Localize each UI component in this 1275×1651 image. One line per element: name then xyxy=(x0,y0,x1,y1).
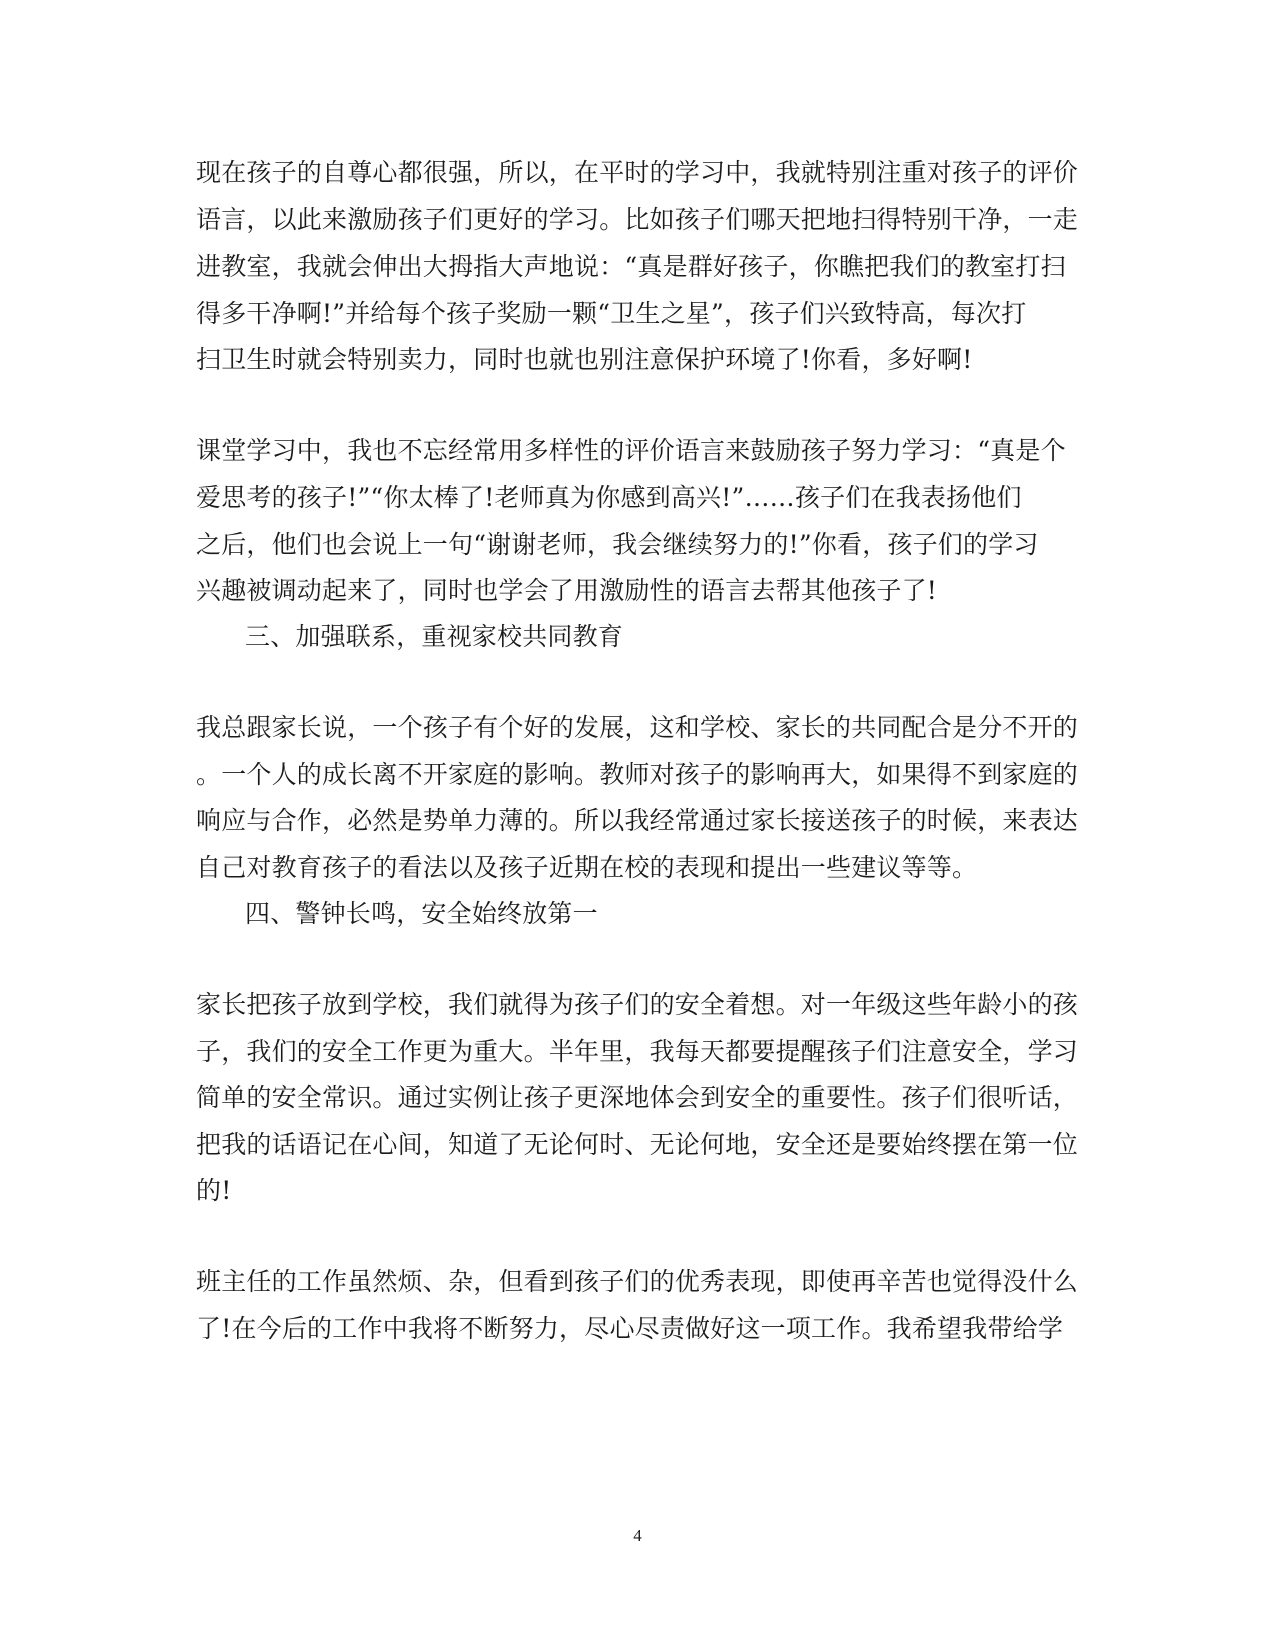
text-line: 班主任的工作虽然烦、杂，但看到孩子们的优秀表现，即使再辛苦也觉得没什么 xyxy=(196,1267,1079,1296)
text-line: 把我的话语记在心间，知道了无论何时、无论何地，安全还是要始终摆在第一位 xyxy=(196,1130,1079,1159)
text-line: 。一个人的成长离不开家庭的影响。教师对孩子的影响再大，如果得不到家庭的 xyxy=(196,760,1079,789)
text-line: 语言，以此来激励孩子们更好的学习。比如孩子们哪天把地扫得特别干净，一走 xyxy=(196,205,1079,234)
text-line: 自己对教育孩子的看法以及孩子近期在校的表现和提出一些建议等等。 xyxy=(196,853,978,882)
page-number: 4 xyxy=(633,1526,642,1545)
text-line: 了!在今后的工作中我将不断努力，尽心尽责做好这一项工作。我希望我带给学 xyxy=(196,1314,1064,1343)
text-line: 子，我们的安全工作更为重大。半年里，我每天都要提醒孩子们注意安全，学习 xyxy=(196,1037,1079,1066)
text-line: 之后，他们也会说上一句“谢谢老师，我会继续努力的!”你看，孩子们的学习 xyxy=(196,530,1039,559)
text-line: 简单的安全常识。通过实例让孩子更深地体会到安全的重要性。孩子们很听话， xyxy=(196,1083,1079,1112)
text-line: 扫卫生时就会特别卖力，同时也就也别注意保护环境了!你看，多好啊! xyxy=(196,345,973,374)
text-line: 家长把孩子放到学校，我们就得为孩子们的安全着想。对一年级这些年龄小的孩 xyxy=(196,990,1079,1019)
text-line: 我总跟家长说，一个孩子有个好的发展，这和学校、家长的共同配合是分不开的 xyxy=(196,713,1079,742)
text-line: 进教室，我就会伸出大拇指大声地说：“真是群好孩子，你瞧把我们的教室打扫 xyxy=(196,252,1066,281)
text-line: 的! xyxy=(196,1176,232,1205)
text-line: 兴趣被调动起来了，同时也学会了用激励性的语言去帮其他孩子了! xyxy=(196,576,938,605)
text-line: 响应与合作，必然是势单力薄的。所以我经常通过家长接送孩子的时候，来表达 xyxy=(196,806,1079,835)
text-line: 得多干净啊!”并给每个孩子奖励一颗“卫生之星”，孩子们兴致特高，每次打 xyxy=(196,299,1027,328)
section-heading: 四、警钟长鸣，安全始终放第一 xyxy=(245,899,598,928)
text-line: 课堂学习中，我也不忘经常用多样性的评价语言来鼓励孩子努力学习：“真是个 xyxy=(196,436,1066,465)
text-line: 现在孩子的自尊心都很强，所以，在平时的学习中，我就特别注重对孩子的评价 xyxy=(196,158,1079,187)
section-heading: 三、加强联系，重视家校共同教育 xyxy=(245,622,624,651)
text-line: 爱思考的孩子!”“你太棒了!老师真为你感到高兴!”……孩子们在我表扬他们 xyxy=(196,483,1022,512)
